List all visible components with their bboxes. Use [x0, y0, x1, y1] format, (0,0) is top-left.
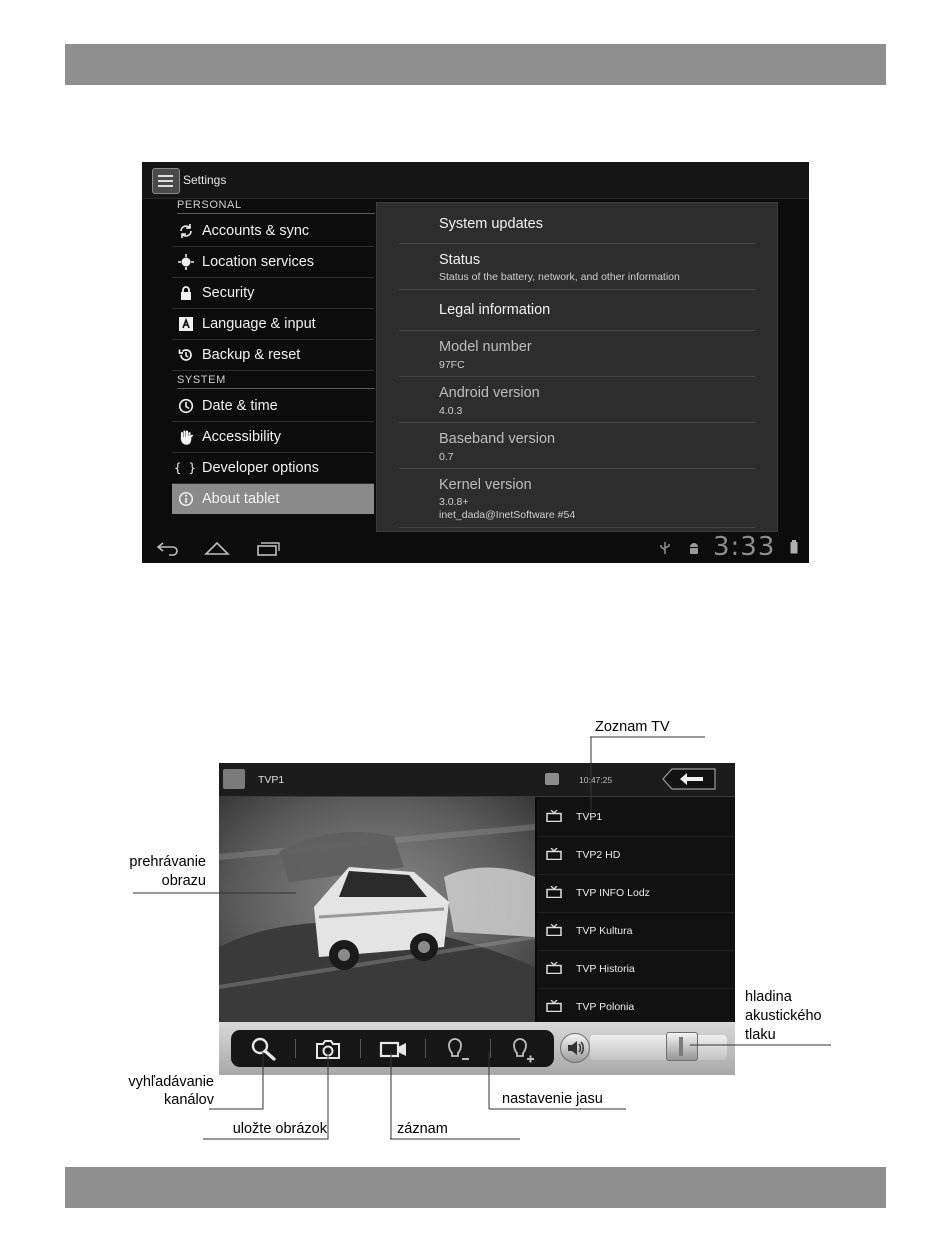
row-value: 3.0.8+ — [439, 496, 469, 508]
menu-item-label: Security — [202, 285, 255, 301]
menu-item-label: Location services — [202, 254, 315, 270]
status-clock: 3:33 — [713, 532, 776, 562]
label-volume-line3: tlaku — [745, 1027, 776, 1043]
braces-icon: { } — [174, 461, 196, 475]
row-subtitle: Status of the battery, network, and other information — [439, 271, 680, 283]
row-title: Baseband version — [439, 431, 556, 447]
label-playback-line1: prehrávanie — [129, 854, 206, 870]
row-title: System updates — [439, 216, 543, 232]
row-title: Android version — [439, 385, 540, 401]
menu-item-label: Date & time — [202, 398, 278, 414]
section-header-personal: PERSONAL — [177, 199, 375, 214]
channel-name: TVP1 — [576, 811, 603, 823]
label-volume-line2: akustického — [745, 1008, 822, 1024]
menu-item-label: Developer options — [202, 460, 319, 476]
channel-name: TVP Historia — [576, 963, 635, 975]
label-channel-list: Zoznam TV — [595, 719, 670, 735]
section-header-system: SYSTEM — [177, 374, 375, 389]
menu-item-label: Accessibility — [202, 429, 281, 445]
label-search-line2: kanálov — [164, 1092, 214, 1108]
menu-item-label: About tablet — [202, 491, 280, 507]
channel-name: TVP Kultura — [576, 925, 633, 937]
current-channel-title: TVP1 — [258, 774, 285, 786]
settings-title: Settings — [183, 173, 227, 187]
tv-clock: 10:47:25 — [579, 775, 613, 785]
label-search-line1: vyhľadávanie — [128, 1074, 214, 1090]
row-title: Kernel version — [439, 477, 532, 493]
label-save-image: uložte obrázok — [232, 1121, 327, 1137]
channel-name: TVP INFO Lodz — [576, 887, 650, 899]
label-record: záznam — [397, 1121, 448, 1137]
channel-name: TVP Polonia — [576, 1001, 635, 1013]
row-value: 0.7 — [439, 451, 454, 463]
row-title: Model number — [439, 339, 532, 355]
label-volume-line1: hladina — [745, 989, 792, 1005]
row-title: Legal information — [439, 302, 551, 318]
row-value: 4.0.3 — [439, 405, 463, 417]
row-value-2: inet_dada@InetSoftware #54 — [439, 509, 576, 521]
label-playback-line2: obrazu — [161, 873, 206, 889]
row-title: Status — [439, 252, 481, 268]
menu-item-label: Language & input — [202, 316, 316, 332]
menu-item-label: Accounts & sync — [202, 223, 310, 239]
menu-item-label: Backup & reset — [202, 347, 301, 363]
row-value: 97FC — [439, 359, 465, 371]
channel-name: TVP2 HD — [576, 849, 621, 861]
label-brightness: nastavenie jasu — [502, 1091, 603, 1107]
